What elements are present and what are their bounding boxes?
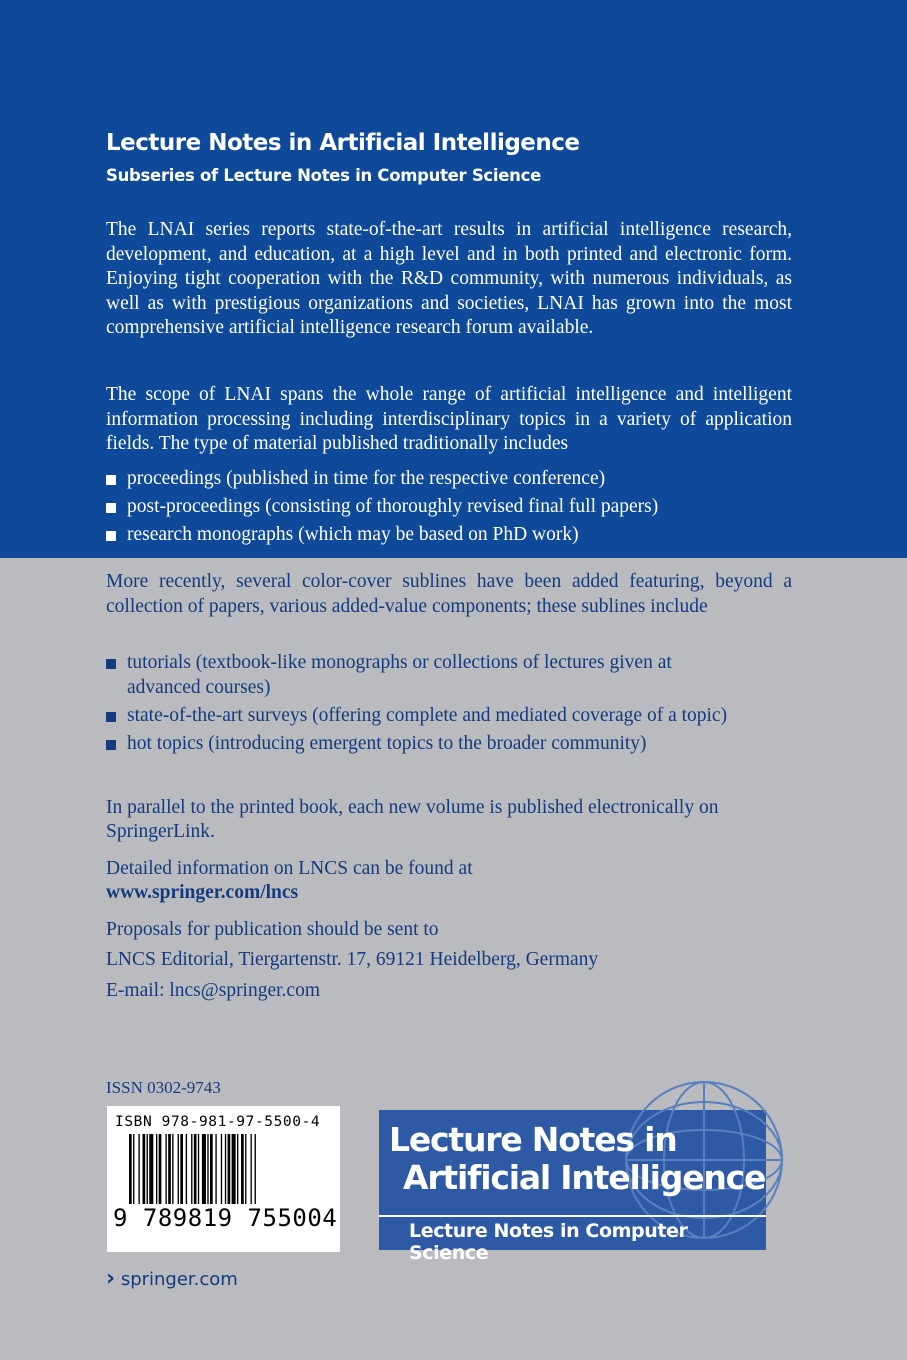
bullet-square-icon: [106, 503, 116, 513]
list-item-text: hot topics (introducing emergent topics to the broader community): [127, 733, 647, 754]
intro-paragraph-1: The LNAI series reports state-of-the-art results in artificial intelligence research, development, and education, at a high level and in both printed and electronic form. Enjoying tight cooperation with the R&D community, with numerous individuals, as well as with prestigious organizations and societies, LNAI has grown into the most comprehensive artificial intelligence research forum available.: [106, 219, 792, 339]
sublines-paragraph: More recently, several color-cover sublines have been added featuring, beyond a collection of papers, various added-value components; these sublines include: [106, 571, 792, 617]
series-logo: [379, 1110, 766, 1264]
list-item: [106, 731, 746, 756]
logo-line-2: Artificial Intelligence: [403, 1158, 766, 1197]
list-item-text: proceedings (published in time for the respective conference): [127, 468, 606, 489]
barcode: [107, 1106, 340, 1252]
logo-divider: [379, 1215, 766, 1217]
lncs-info-text: Detailed information on LNCS can be found at: [106, 858, 473, 879]
bullet-square-icon: [106, 531, 116, 541]
logo-line-3: Lecture Notes in Computer Science: [409, 1220, 688, 1264]
barcode-bars-icon: [129, 1134, 334, 1204]
list-item-text: state-of-the-art surveys (offering complete and mediated coverage of a topic): [127, 705, 728, 726]
series-title: Lecture Notes in Artificial Intelligence: [106, 130, 580, 156]
list-item: [106, 650, 746, 700]
isbn-barcode-number: 9 789819 755004: [113, 1204, 338, 1232]
lncs-url-link[interactable]: www.springer.com/lncs: [106, 882, 299, 903]
editorial-address: LNCS Editorial, Tiergartenstr. 17, 69121 Heidelberg, Germany: [106, 949, 599, 970]
sublines-list: [106, 650, 746, 759]
bullet-square-icon: [106, 712, 116, 722]
list-item-text: research monographs (which may be based on PhD work): [127, 524, 579, 545]
springerlink-note: In parallel to the printed book, each new volume is published electronically on SpringerLink.: [106, 797, 719, 842]
list-item: [106, 522, 792, 547]
bullet-square-icon: [106, 659, 116, 669]
bullet-square-icon: [106, 740, 116, 750]
editorial-email[interactable]: E-mail: lncs@springer.com: [106, 980, 320, 1001]
traditional-material-list: [106, 466, 792, 550]
list-item-text: tutorials (textbook-like monographs or collections of lectures given at advanced courses): [127, 652, 672, 698]
chevron-right-icon: ›: [106, 1266, 116, 1291]
list-item-text: post-proceedings (consisting of thoroughly revised final full papers): [127, 496, 659, 517]
intro-paragraph-2: The scope of LNAI spans the whole range of artificial intelligence and intelligent information processing including interdisciplinary topics in a variety of application fields. The type of material published traditionally includes: [106, 384, 792, 455]
proposals-text: Proposals for publication should be sent to: [106, 919, 439, 940]
logo-line-1: Lecture Notes in: [389, 1120, 677, 1159]
springer-site-text: springer.com: [120, 1269, 238, 1290]
issn-number: ISSN 0302-9743: [106, 1078, 221, 1097]
isbn-text: ISBN 978-981-97-5500-4: [115, 1114, 321, 1130]
bullet-square-icon: [106, 475, 116, 485]
list-item: [106, 703, 746, 728]
series-subtitle: Subseries of Lecture Notes in Computer Science: [106, 166, 541, 185]
list-item: [106, 494, 792, 519]
list-item: [106, 466, 792, 491]
springer-link[interactable]: [106, 1266, 238, 1291]
